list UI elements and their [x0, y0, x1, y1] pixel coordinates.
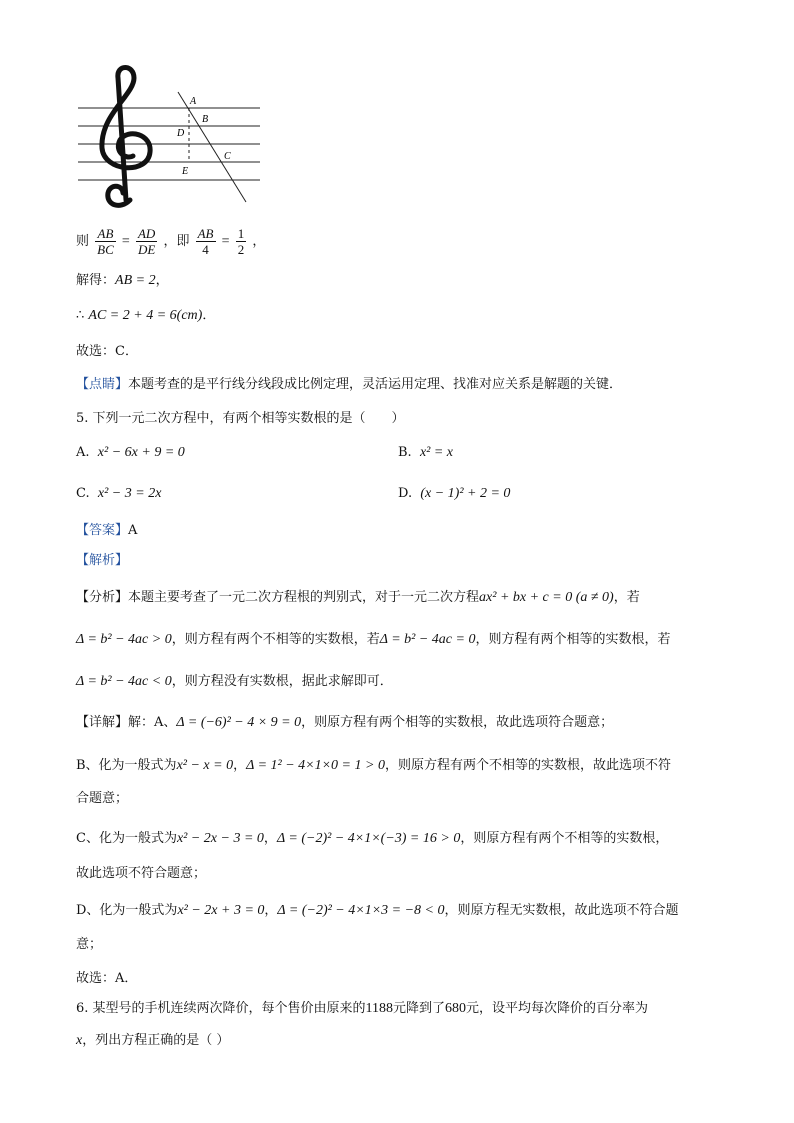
detail-b-math1: x² − x = 0	[176, 758, 234, 773]
option-a-expr: x² − 6x + 9 = 0	[97, 445, 185, 460]
detail-b-post: ，则原方程有两个不相等的实数根，故此选项不符	[384, 758, 671, 773]
detail-d-post: ，则原方程无实数根，故此选项不符合题	[444, 903, 679, 918]
detail-c-math1: x² − 2x − 3 = 0	[176, 831, 264, 846]
treble-clef-icon	[102, 68, 150, 206]
frac2-num: AD	[137, 226, 156, 241]
fenxi-2b: ，则方程有两个相等的实数根，若	[475, 632, 671, 647]
answer-tag: 【答案】	[76, 523, 129, 538]
point-label-c: C	[224, 151, 231, 162]
comment-tag: 【点睛】	[76, 377, 129, 392]
jiede-line	[76, 272, 169, 290]
fenxi-1b: ，若	[613, 590, 640, 605]
q6-price1: 1188	[365, 1001, 394, 1016]
detail-line-c2: 故此选项不符合题意；	[76, 866, 207, 881]
frac4-num: 1	[237, 226, 245, 241]
detail-b-mid: ，	[233, 758, 247, 773]
frac1-num: AB	[95, 226, 116, 242]
fenxi-2m2: Δ = b² − 4ac = 0	[379, 632, 476, 647]
fenxi-2a: ，则方程有两个不相等的实数根，若	[171, 632, 380, 647]
option-b-expr: x² = x	[419, 445, 454, 460]
jiede-tail: ，	[155, 273, 169, 288]
q6-var: x	[76, 1033, 83, 1048]
detail-c-post: ，则原方程有两个不相等的实数根，	[460, 831, 669, 846]
detail-line-b	[76, 757, 671, 775]
detail-c-math2: Δ = (−2)² − 4×1×(−3) = 16 > 0	[276, 831, 461, 846]
eq-sign-1: =	[121, 234, 130, 249]
q5-option-d	[398, 485, 510, 503]
therefore-symbol: ∴	[76, 308, 85, 323]
option-c-letter: C.	[76, 486, 90, 501]
fenxi-3m: Δ = b² − 4ac < 0	[76, 674, 172, 689]
detail-d-math2: Δ = (−2)² − 4×1×3 = −8 < 0	[277, 903, 445, 918]
fenxi-1m: ax² + bx + c = 0 (a ≠ 0)	[479, 590, 614, 605]
option-b-letter: B.	[398, 445, 412, 460]
ac-tail: ．	[202, 308, 216, 323]
detail-d-mid: ，	[264, 903, 278, 918]
q5-final-answer: 故选：A．	[76, 971, 138, 986]
fenxi-2m1: Δ = b² − 4ac > 0	[76, 632, 172, 647]
detail-tag: 【详解】	[76, 715, 129, 730]
detail-line-a	[76, 714, 613, 732]
q6-stem-b: 元降到了	[393, 1001, 446, 1016]
jiede-math: AB = 2	[115, 273, 156, 288]
option-d-expr: (x − 1)² + 2 = 0	[420, 486, 511, 501]
ac-line	[76, 307, 215, 325]
q5-option-a	[76, 444, 185, 462]
staff-figure	[78, 60, 268, 220]
fenxi-tag: 【分析】	[76, 590, 129, 605]
detail-b-pre: B、化为一般式为	[76, 758, 177, 773]
detail-d-math1: x² − 2x + 3 = 0	[177, 903, 265, 918]
staff-lines	[78, 108, 260, 180]
fenxi-line-3	[76, 673, 393, 691]
ze-text: 则	[76, 234, 90, 249]
frac4-den: 2	[237, 242, 245, 257]
fenxi-line-1	[76, 589, 640, 607]
detail-a-pre: 解：A、	[128, 715, 177, 730]
detail-a-post: ，则原方程有两个相等的实数根，故此选项符合题意；	[301, 715, 614, 730]
q5-stem: 5. 下列一元二次方程中，有两个相等实数根的是（ ）	[76, 411, 405, 426]
option-d-letter: D.	[398, 486, 413, 501]
frac3-num: AB	[197, 226, 214, 241]
detail-line-d2: 意；	[76, 937, 103, 952]
detail-line-c	[76, 830, 668, 848]
q5-option-c	[76, 485, 161, 503]
q6-stem-a: 6. 某型号的手机连续两次降价，每个售价由原来的	[76, 1001, 366, 1016]
point-label-e: E	[182, 166, 189, 177]
frac3-den: 4	[202, 242, 209, 257]
detail-b-math2: Δ = 1² − 4×1×0 = 1 > 0	[246, 758, 385, 773]
point-label-d: D	[177, 128, 185, 139]
detail-c-mid: ，	[263, 831, 277, 846]
option-a-letter: A.	[76, 445, 90, 460]
answer-value: A	[128, 523, 138, 538]
eq-sign-2: =	[221, 234, 230, 249]
analysis-tag: 【解析】	[76, 553, 129, 568]
detail-a-math: Δ = (−6)² − 4 × 9 = 0	[176, 715, 302, 730]
detail-d-pre: D、化为一般式为	[76, 903, 178, 918]
q6-price2: 680	[445, 1001, 467, 1016]
detail-line-d	[76, 902, 679, 920]
detail-line-b2: 合题意；	[76, 791, 129, 806]
jiede-label: 解得：	[76, 273, 116, 288]
fenxi-1a: 本题主要考查了一元二次方程根的判别式，对于一元二次方程	[128, 590, 480, 605]
frac1-den: BC	[97, 242, 114, 257]
q6-stem-c: 元，设平均每次降价的百分率为	[466, 1001, 649, 1016]
comment-text: 本题考查的是平行线分线段成比例定理，灵活运用定理、找准对应关系是解题的关键．	[128, 377, 623, 392]
detail-c-pre: C、化为一般式为	[76, 831, 177, 846]
q6-stem-line-1	[76, 1000, 648, 1018]
ji-text: ，即	[163, 234, 190, 249]
q5-option-b	[398, 444, 453, 462]
fraction-equation-line	[76, 226, 265, 257]
q5-answer-line	[76, 522, 137, 540]
comment-line	[76, 376, 622, 394]
fenxi-3a: ，则方程没有实数根，据此求解即可．	[171, 674, 393, 689]
fenxi-line-2	[76, 631, 670, 649]
option-c-expr: x² − 3 = 2x	[97, 486, 162, 501]
ac-math: AC = 2 + 4 = 6(cm)	[88, 308, 203, 323]
frac2-den: DE	[137, 242, 156, 257]
answer-c-line: 故选：C．	[76, 344, 138, 359]
q6-stem-d: ，列出方程正确的是（ ）	[82, 1033, 230, 1048]
comma-text: ，	[252, 234, 266, 249]
point-label-a: A	[190, 96, 197, 107]
q6-stem-line-2	[76, 1032, 229, 1050]
point-label-b: B	[202, 114, 209, 125]
